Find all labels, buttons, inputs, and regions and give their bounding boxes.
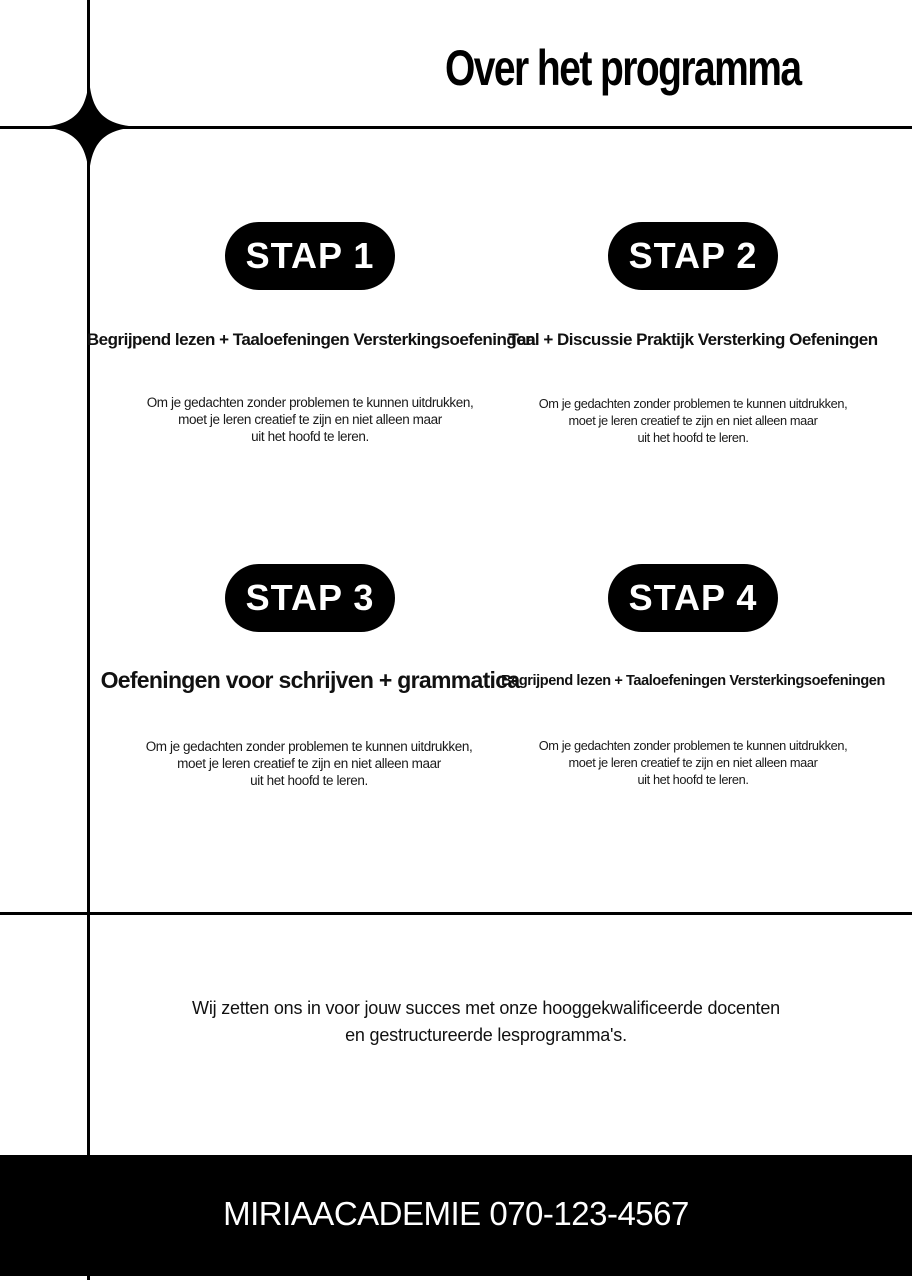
step-description-line: uit het hoofd te leren. (637, 771, 749, 787)
tagline-line: Wij zetten ons in voor jouw succes met onze hooggekwalificeerde docenten (192, 998, 780, 1018)
tagline-line: en gestructureerde lesprogramma's. (345, 1025, 627, 1045)
step-description-line: moet je leren creatief te zijn en niet alleen maar (568, 754, 818, 770)
tagline (146, 995, 826, 1049)
vertical-divider-line (87, 0, 90, 1280)
step-description-line: uit het hoofd te leren. (250, 772, 368, 788)
step-heading: Begrijpend lezen + Taaloefeningen Versterkingsoefeningen (501, 673, 885, 689)
step-description (503, 396, 883, 446)
step-description-line: uit het hoofd te leren. (637, 429, 749, 445)
step-description-line: Om je gedachten zonder problemen te kunnen uitdrukken, (538, 396, 848, 411)
step-description-line: moet je leren creatief te zijn en niet alleen maar (178, 411, 442, 427)
step-description (120, 395, 500, 445)
step-badge: STAP 3 (225, 564, 395, 632)
step-badge: STAP 1 (225, 222, 395, 290)
step-heading: Begrijpend lezen + Taaloefeningen Versterkingsoefeningen (86, 330, 536, 349)
step-description-line: moet je leren creatief te zijn en niet alleen maar (568, 412, 818, 428)
step-description (119, 739, 499, 789)
step-description-line: uit het hoofd te leren. (251, 428, 369, 444)
footer-bar (0, 1155, 912, 1276)
step-description (503, 738, 883, 788)
step-badge: STAP 2 (608, 222, 778, 290)
page-title: Over het programma (445, 40, 801, 96)
four-point-star-icon (39, 77, 139, 177)
step-heading: Oefeningen voor schrijven + grammatica (100, 667, 520, 693)
step-description-line: Om je gedachten zonder problemen te kunnen uitdrukken, (146, 395, 474, 410)
step-badge: STAP 4 (608, 564, 778, 632)
bottom-divider-line (0, 912, 912, 915)
step-description-line: moet je leren creatief te zijn en niet alleen maar (177, 755, 441, 771)
step-heading: Taal + Discussie Praktijk Versterking Oefeningen (508, 330, 878, 349)
footer-contact: MIRIAACADEMIE 070-123-4567 (223, 1194, 689, 1232)
step-description-line: Om je gedachten zonder problemen te kunnen uitdrukken, (538, 738, 848, 753)
step-description-line: Om je gedachten zonder problemen te kunnen uitdrukken, (145, 739, 473, 754)
